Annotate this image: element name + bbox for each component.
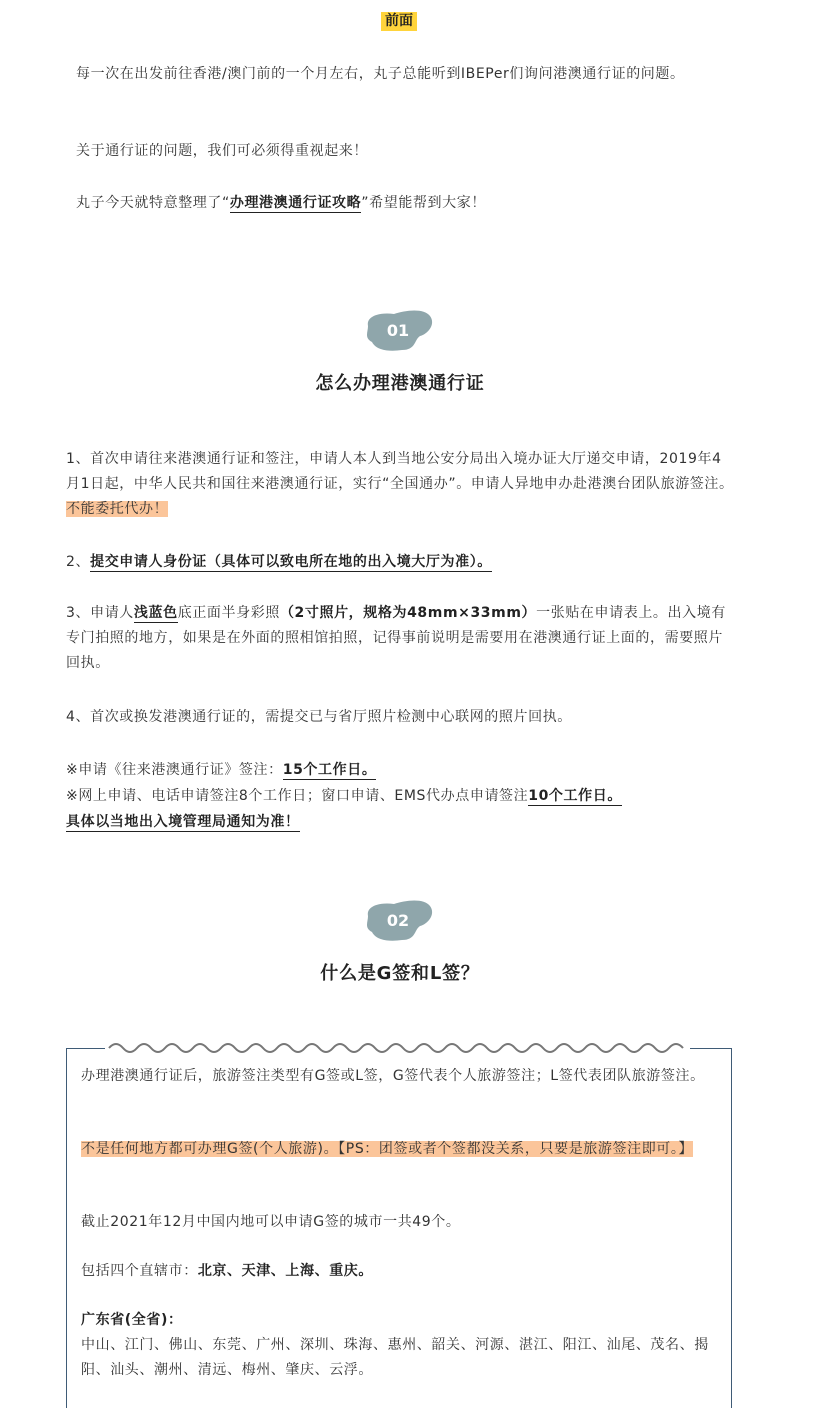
item3-mid: 底正面半身彩照 xyxy=(177,605,280,621)
section1-item-4: 4、首次或换发港澳通行证的，需提交已与省厅照片检测中心联网的照片回执。 xyxy=(66,709,572,725)
note2-bold: 10个工作日。 xyxy=(528,788,622,804)
note2-pre: ※网上申请、电话申请签注8个工作日；窗口申请、EMS代办点申请签注 xyxy=(66,788,529,804)
item3-post: 一张贴在申请表上。出入境有专门拍照的地方，如果是在外面的照相馆拍照，记得事前说明是需要用在港澳通行证上面的，需要照片回执。 xyxy=(66,605,726,671)
item2-bold: 提交申请人身份证（具体可以致电所在地的出入境大厅为准）。 xyxy=(90,554,492,570)
section1-number-badge xyxy=(358,306,438,354)
intro-paragraph-2: 关于通行证的问题，我们可必须得重视起来！ xyxy=(76,143,368,159)
item1-highlight: 不能委托代办！ xyxy=(66,501,169,517)
section1-item-3 xyxy=(66,601,736,676)
section1-item-2 xyxy=(66,550,736,575)
section2-guangdong-cities: 中山、江门、佛山、东莞、广州、深圳、珠海、惠州、韶关、河源、湛江、阳江、汕尾、茂名、揭阳、汕头、潮州、清远、梅州、肇庆、云浮。 xyxy=(81,1337,709,1378)
section2-guangdong-heading: 广东省(全省)： xyxy=(81,1312,183,1328)
section2-title: 什么是G签和L签？ xyxy=(320,963,480,984)
section2-number-badge xyxy=(358,896,438,944)
section2-paragraph-4 xyxy=(81,1259,723,1284)
section1-item-1 xyxy=(66,447,736,522)
note3-bold: 具体以当地出入境管理局通知为准！ xyxy=(66,814,300,830)
intro-paragraph-1: 每一次在出发前往香港/澳门前的一个月左右，丸子总能听到IBEPer们询问港澳通行证的问题。 xyxy=(76,66,685,82)
intro-p3-post: ”希望能帮到大家！ xyxy=(361,195,486,211)
item2-pre: 2、 xyxy=(66,554,91,570)
item3-bold-color: 浅蓝色 xyxy=(133,605,178,621)
section2-paragraph-2 xyxy=(81,1137,723,1162)
item3-bold-size: （2寸照片，规格为48mm×33mm） xyxy=(279,605,537,621)
intro-guide-title: 办理港澳通行证攻略 xyxy=(229,195,362,211)
section1-note-2 xyxy=(66,784,736,809)
section2-highlight: 不是任何地方都可办理G签(个人旅游)。【PS：团签或者个签都没关系，只要是旅游签注即可。】 xyxy=(81,1141,694,1157)
header-tag: 前面 xyxy=(381,12,417,31)
wave-divider xyxy=(105,1038,690,1058)
note1-bold: 15个工作日。 xyxy=(282,762,377,778)
section1-number: 01 xyxy=(386,321,410,340)
note1-pre: ※申请《往来港澳通行证》签注： xyxy=(66,762,283,778)
section2-paragraph-3: 截止2021年12月中国内地可以申请G签的城市一共49个。 xyxy=(81,1214,461,1230)
section2-number: 02 xyxy=(386,911,410,930)
section1-title: 怎么办理港澳通行证 xyxy=(315,373,485,394)
p4-pre: 包括四个直辖市： xyxy=(81,1263,198,1279)
intro-p3-pre: 丸子今天就特意整理了“ xyxy=(76,195,230,211)
item1-text: 1、首次申请往来港澳通行证和签注，申请人本人到当地公安分局出入境办证大厅递交申请，2019年4月1日起，中华人民共和国往来港澳通行证，实行“全国通办”。申请人异地申办赴港澳台团队旅游签注。 xyxy=(66,451,734,492)
intro-paragraph-3 xyxy=(76,191,736,216)
section1-note-1 xyxy=(66,758,736,783)
section2-paragraph-1: 办理港澳通行证后，旅游签注类型有G签或L签，G签代表个人旅游签注；L签代表团队旅游签注。 xyxy=(81,1068,705,1084)
section1-note-3 xyxy=(66,810,736,835)
item3-pre: 3、申请人 xyxy=(66,605,134,621)
p4-bold: 北京、天津、上海、重庆。 xyxy=(197,1263,374,1279)
